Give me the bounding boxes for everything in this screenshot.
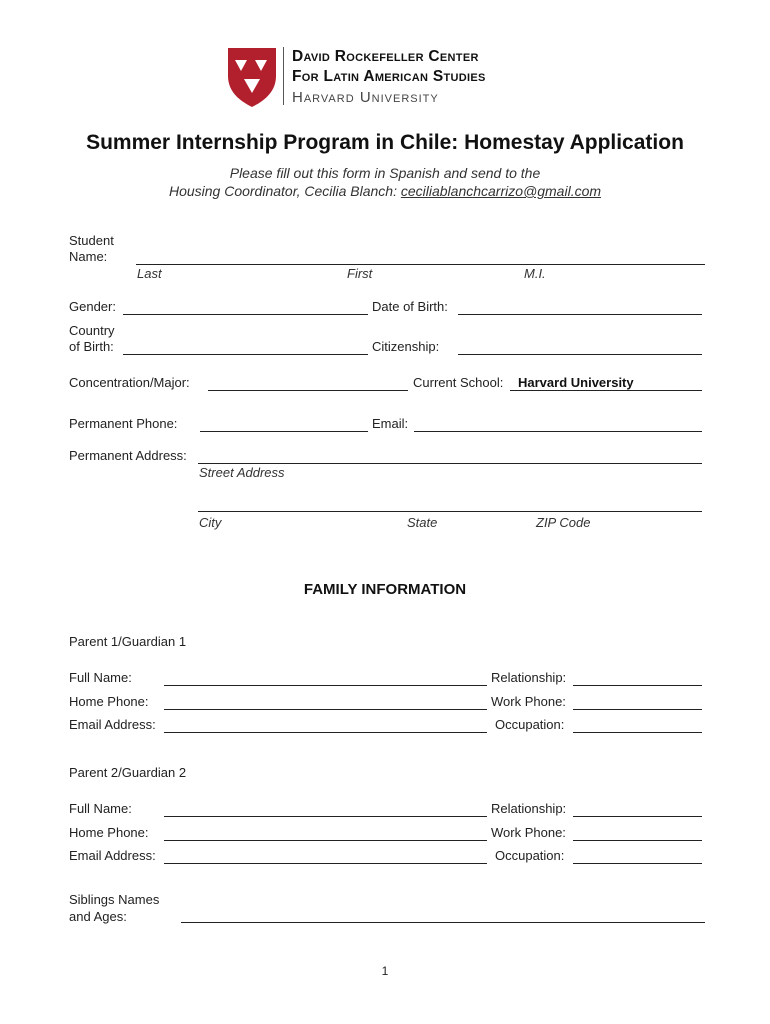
parent2-full-name-label: Full Name: <box>69 801 132 816</box>
logo-line-2: For Latin American Studies <box>292 68 486 85</box>
parent2-heading: Parent 2/Guardian 2 <box>69 765 187 780</box>
parent2-work-phone-field[interactable] <box>573 840 702 841</box>
parent2-relationship-label: Relationship: <box>491 801 567 816</box>
parent1-home-phone-label: Home Phone: <box>69 694 149 709</box>
country-of-birth-field[interactable] <box>123 354 368 355</box>
permanent-phone-field[interactable] <box>200 431 368 432</box>
current-school-label: Current School: <box>413 375 504 390</box>
street-address-field[interactable] <box>198 463 702 464</box>
coordinator-email-link[interactable]: ceciliablanchcarrizo@gmail.com <box>400 183 602 199</box>
country-label-1: Country <box>69 323 115 338</box>
parent1-work-phone-label: Work Phone: <box>491 694 566 709</box>
parent2-occupation-label: Occupation: <box>495 848 565 863</box>
city-caption: City <box>199 515 222 530</box>
first-name-caption: First <box>347 266 373 281</box>
instructions-prefix: Housing Coordinator, Cecilia Blanch: <box>168 183 401 199</box>
concentration-label: Concentration/Major: <box>69 375 190 390</box>
page-title: Summer Internship Program in Chile: Homestay Application <box>86 131 684 154</box>
student-name-label-1: Student <box>69 233 114 248</box>
parent1-heading: Parent 1/Guardian 1 <box>69 634 187 649</box>
logo-divider <box>283 47 284 105</box>
parent2-home-phone-label: Home Phone: <box>69 825 149 840</box>
page-number: 1 <box>381 964 389 978</box>
zip-caption: ZIP Code <box>536 515 591 530</box>
dob-label: Date of Birth: <box>372 299 448 314</box>
parent2-email-field[interactable] <box>164 863 487 864</box>
parent1-occupation-field[interactable] <box>573 732 702 733</box>
email-field[interactable] <box>414 431 702 432</box>
parent1-email-field[interactable] <box>164 732 487 733</box>
last-name-caption: Last <box>137 266 162 281</box>
state-caption: State <box>407 515 438 530</box>
current-school-field[interactable] <box>510 390 702 391</box>
family-information-heading: FAMILY INFORMATION <box>303 581 467 598</box>
parent2-home-phone-field[interactable] <box>164 840 487 841</box>
parent1-email-label: Email Address: <box>69 717 156 732</box>
parent1-work-phone-field[interactable] <box>573 709 702 710</box>
siblings-field[interactable] <box>181 922 705 923</box>
parent1-home-phone-field[interactable] <box>164 709 487 710</box>
siblings-label-1: Siblings Names <box>69 892 160 907</box>
parent2-occupation-field[interactable] <box>573 863 702 864</box>
parent2-work-phone-label: Work Phone: <box>491 825 566 840</box>
parent2-relationship-field[interactable] <box>573 816 702 817</box>
siblings-label-2: and Ages: <box>69 909 127 924</box>
street-address-caption: Street Address <box>199 465 285 480</box>
parent1-relationship-field[interactable] <box>573 685 702 686</box>
student-name-field[interactable] <box>136 264 705 265</box>
logo-line-3: Harvard University <box>292 89 439 106</box>
logo-line-1: David Rockefeller Center <box>292 48 479 65</box>
instructions-line-2 <box>0 183 770 199</box>
citizenship-label: Citizenship: <box>372 339 440 354</box>
dob-field[interactable] <box>458 314 702 315</box>
shield-icon <box>226 46 278 108</box>
current-school-value: Harvard University <box>518 375 634 390</box>
gender-label: Gender: <box>69 299 116 314</box>
email-label: Email: <box>372 416 409 431</box>
citizenship-field[interactable] <box>458 354 702 355</box>
permanent-address-label: Permanent Address: <box>69 448 187 463</box>
permanent-phone-label: Permanent Phone: <box>69 416 178 431</box>
gender-field[interactable] <box>123 314 368 315</box>
parent1-full-name-field[interactable] <box>164 685 487 686</box>
parent1-full-name-label: Full Name: <box>69 670 132 685</box>
concentration-field[interactable] <box>208 390 408 391</box>
student-name-label-2: Name: <box>69 249 108 264</box>
parent1-occupation-label: Occupation: <box>495 717 565 732</box>
instructions-line-1: Please fill out this form in Spanish and send to the <box>229 165 541 181</box>
parent2-email-label: Email Address: <box>69 848 156 863</box>
parent1-relationship-label: Relationship: <box>491 670 567 685</box>
middle-initial-caption: M.I. <box>524 266 546 281</box>
country-label-2: of Birth: <box>69 339 114 354</box>
city-state-zip-field[interactable] <box>198 511 702 512</box>
parent2-full-name-field[interactable] <box>164 816 487 817</box>
